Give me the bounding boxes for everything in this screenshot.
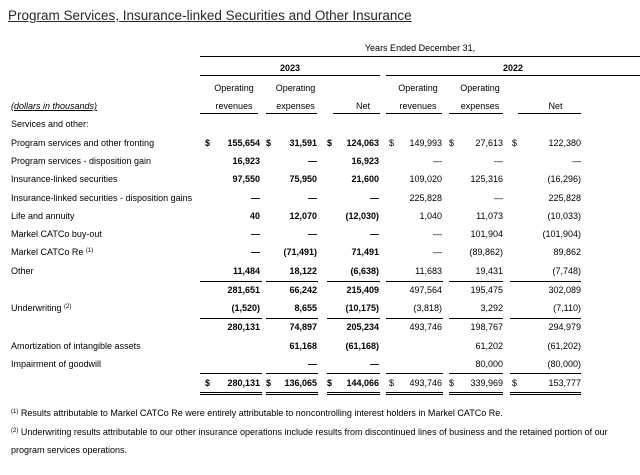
subtotal-rule xyxy=(266,318,318,319)
section-label: Services and other: xyxy=(11,119,89,129)
table-cell: 144,066 xyxy=(346,378,379,388)
table-cell: 66,242 xyxy=(289,285,317,295)
dollar-sign: $ xyxy=(266,378,272,388)
table-cell: — xyxy=(433,229,442,239)
subtotal-rule xyxy=(510,373,581,374)
column-header-line1: Operating xyxy=(460,83,500,93)
dollar-sign: $ xyxy=(449,378,455,388)
table-cell: 302,089 xyxy=(548,285,581,295)
table-cell: (61,202) xyxy=(547,341,581,351)
double-rule xyxy=(266,392,318,395)
table-cell: — xyxy=(494,156,503,166)
table-cell: 11,073 xyxy=(476,211,503,221)
subtotal-rule xyxy=(510,318,581,319)
subtotal-rule xyxy=(327,373,380,374)
column-header-rule xyxy=(266,113,317,114)
table-cell: 155,654 xyxy=(227,138,260,148)
page-title: Program Services, Insurance-linked Securities and Other Insurance xyxy=(8,8,412,23)
footnote-text: Underwriting results attributable to our other insurance operations include results from discontinued lines of business and the retained portion of our xyxy=(18,427,608,437)
table-cell: — xyxy=(251,193,260,203)
table-cell: — xyxy=(308,156,317,166)
table-cell: 21,600 xyxy=(351,174,379,184)
table-cell: — xyxy=(308,229,317,239)
table-cell: 225,828 xyxy=(548,193,581,203)
table-cell: — xyxy=(572,156,581,166)
table-cell: 101,904 xyxy=(470,229,503,239)
row-label xyxy=(11,228,102,240)
dollar-sign: $ xyxy=(449,138,455,148)
column-header-line2: revenues xyxy=(399,101,437,111)
table-cell: 195,475 xyxy=(470,285,503,295)
row-label-text: Markel CATCo Re xyxy=(11,247,84,257)
dollar-sign: $ xyxy=(389,138,395,148)
table-cell: (89,862) xyxy=(469,247,503,257)
double-rule xyxy=(510,392,581,395)
row-label-text: Program services and other fronting xyxy=(11,138,155,148)
dollar-sign: $ xyxy=(327,378,333,388)
table-cell: 497,564 xyxy=(409,285,442,295)
table-cell: 8,655 xyxy=(294,303,317,313)
double-rule xyxy=(200,392,262,395)
subtotal-rule xyxy=(200,318,262,319)
row-label xyxy=(11,192,192,204)
dollar-sign: $ xyxy=(512,378,518,388)
subtotal-rule xyxy=(510,281,581,282)
table-cell: (6,638) xyxy=(350,266,379,276)
row-label-text: Amortization of intangible assets xyxy=(11,341,141,351)
table-cell: 12,070 xyxy=(289,211,317,221)
subtotal-rule xyxy=(386,318,443,319)
year-rule-2023 xyxy=(200,75,380,76)
column-header-rule xyxy=(449,113,503,114)
row-label xyxy=(11,340,141,352)
column-header-line1: Operating xyxy=(275,83,316,93)
column-header-rule xyxy=(386,113,442,114)
year-rule-2022 xyxy=(386,75,640,76)
table-cell: — xyxy=(251,247,260,257)
subtotal-rule xyxy=(266,281,318,282)
row-label xyxy=(11,210,75,222)
row-label-text: Other xyxy=(11,266,34,276)
table-cell: 198,767 xyxy=(470,322,503,332)
subtotal-rule xyxy=(266,373,318,374)
subtotal-rule xyxy=(200,373,262,374)
table-cell: 280,131 xyxy=(227,378,260,388)
table-cell: 71,491 xyxy=(351,247,379,257)
table-cell: 31,591 xyxy=(289,138,317,148)
table-cell: — xyxy=(308,193,317,203)
subtotal-rule xyxy=(449,373,503,374)
row-label-text: Markel CATCo buy-out xyxy=(11,229,102,239)
table-cell: 205,234 xyxy=(346,322,379,332)
row-label-text: Life and annuity xyxy=(11,211,75,221)
row-label xyxy=(11,173,118,185)
table-cell: (7,748) xyxy=(552,266,581,276)
row-label xyxy=(11,155,151,167)
table-cell: 125,316 xyxy=(470,174,503,184)
table-cell: 11,484 xyxy=(232,266,260,276)
dollar-sign: $ xyxy=(266,138,272,148)
table-cell: — xyxy=(251,229,260,239)
double-rule xyxy=(449,392,503,395)
column-header-line2: Net xyxy=(548,101,563,111)
footnote xyxy=(11,407,503,419)
row-label xyxy=(11,265,34,277)
row-label xyxy=(11,302,71,314)
double-rule xyxy=(327,392,380,395)
table-cell: (10,175) xyxy=(345,303,379,313)
table-cell: 27,613 xyxy=(475,138,503,148)
column-header-line2: Net xyxy=(355,101,370,111)
column-header-line2: revenues xyxy=(215,101,253,111)
dollar-sign: $ xyxy=(389,378,395,388)
column-header-rule xyxy=(518,113,581,114)
footnote-mark: (2) xyxy=(11,428,19,434)
table-cell: (16,296) xyxy=(547,174,581,184)
row-label xyxy=(11,137,154,149)
footnote-mark: (1) xyxy=(11,409,19,415)
table-cell: 1,040 xyxy=(419,211,442,221)
subtotal-rule xyxy=(449,318,503,319)
column-header-rule xyxy=(333,113,380,114)
table-cell: (10,033) xyxy=(547,211,581,221)
table-cell: 124,063 xyxy=(346,138,379,148)
table-cell: 97,550 xyxy=(232,174,260,184)
table-cell: 19,431 xyxy=(475,266,503,276)
table-cell: 215,409 xyxy=(346,285,379,295)
table-cell: 11,683 xyxy=(415,266,442,276)
column-header-line2: expenses xyxy=(460,101,500,111)
table-cell: — xyxy=(494,193,503,203)
row-label xyxy=(11,358,101,370)
table-cell: 18,122 xyxy=(289,266,317,276)
footnote xyxy=(11,426,608,438)
column-header-line2: expenses xyxy=(276,101,315,111)
footnote-marker: (2) xyxy=(64,304,72,310)
table-cell: 16,923 xyxy=(232,156,260,166)
table-cell: (71,491) xyxy=(283,247,317,257)
dollar-sign: $ xyxy=(205,378,211,388)
table-cell: 136,065 xyxy=(284,378,317,388)
subtotal-rule xyxy=(449,281,503,282)
table-cell: — xyxy=(370,229,379,239)
table-cell: 122,380 xyxy=(548,138,581,148)
subtotal-rule xyxy=(327,281,380,282)
table-cell: (7,110) xyxy=(553,303,581,313)
table-cell: 493,746 xyxy=(409,322,442,332)
dollar-sign: $ xyxy=(512,138,518,148)
table-cell: (1,520) xyxy=(231,303,260,313)
table-cell: 109,020 xyxy=(409,174,442,184)
subtotal-rule xyxy=(386,281,443,282)
table-cell: — xyxy=(433,247,442,257)
table-cell: 75,950 xyxy=(289,174,317,184)
table-cell: 339,969 xyxy=(470,378,503,388)
dollar-sign: $ xyxy=(327,138,333,148)
table-cell: 80,000 xyxy=(475,359,503,369)
table-cell: 280,131 xyxy=(227,322,260,332)
table-cell: 16,923 xyxy=(351,156,379,166)
table-cell: 40 xyxy=(249,211,260,221)
subtotal-rule xyxy=(200,281,262,282)
table-cell: — xyxy=(433,156,442,166)
row-label-text: Program services - disposition gain xyxy=(11,156,152,166)
table-cell: — xyxy=(370,193,379,203)
row-label-text: Impairment of goodwill xyxy=(11,359,102,369)
row-label-text: Insurance-linked securities xyxy=(11,174,118,184)
row-label-text: Underwriting xyxy=(11,303,62,313)
table-cell: (101,904) xyxy=(542,229,581,239)
subtotal-rule xyxy=(327,318,380,319)
table-cell: (12,030) xyxy=(345,211,379,221)
year-2022: 2022 xyxy=(502,63,524,73)
row-label xyxy=(11,246,93,258)
table-cell: (61,168) xyxy=(345,341,379,351)
table-cell: 149,993 xyxy=(409,138,442,148)
table-cell: — xyxy=(370,359,379,369)
row-label-text: Insurance-linked securities - disposition gains xyxy=(11,193,193,203)
table-cell: 61,202 xyxy=(475,341,503,351)
subtotal-rule xyxy=(386,373,443,374)
table-cell: 294,979 xyxy=(548,322,581,332)
table-cell: 89,862 xyxy=(553,247,581,257)
column-header-line1: Operating xyxy=(214,83,254,93)
double-rule xyxy=(386,392,443,395)
footnote-continuation: program services operations. xyxy=(11,445,128,455)
table-cell: 153,777 xyxy=(548,378,581,388)
table-cell: 493,746 xyxy=(409,378,442,388)
footnote-text: Results attributable to Markel CATCo Re were entirely attributable to noncontrolling interest holders in Markel CATCo Re. xyxy=(18,408,503,418)
units-label: (dollars in thousands) xyxy=(11,101,98,111)
table-cell: 225,828 xyxy=(409,193,442,203)
period-header: Years Ended December 31, xyxy=(364,43,476,53)
table-cell: 3,292 xyxy=(480,303,503,313)
header-rule xyxy=(200,56,640,57)
table-cell: 61,168 xyxy=(289,341,317,351)
table-cell: (3,818) xyxy=(413,303,442,313)
year-2023: 2023 xyxy=(279,63,301,73)
footnote-marker: (1) xyxy=(85,248,94,254)
column-header-line1: Operating xyxy=(398,83,438,93)
table-cell: (80,000) xyxy=(547,359,581,369)
table-cell: 74,897 xyxy=(289,322,317,332)
column-header-rule xyxy=(200,113,258,114)
table-cell: — xyxy=(308,359,317,369)
dollar-sign: $ xyxy=(205,138,211,148)
table-cell: 281,651 xyxy=(227,285,260,295)
